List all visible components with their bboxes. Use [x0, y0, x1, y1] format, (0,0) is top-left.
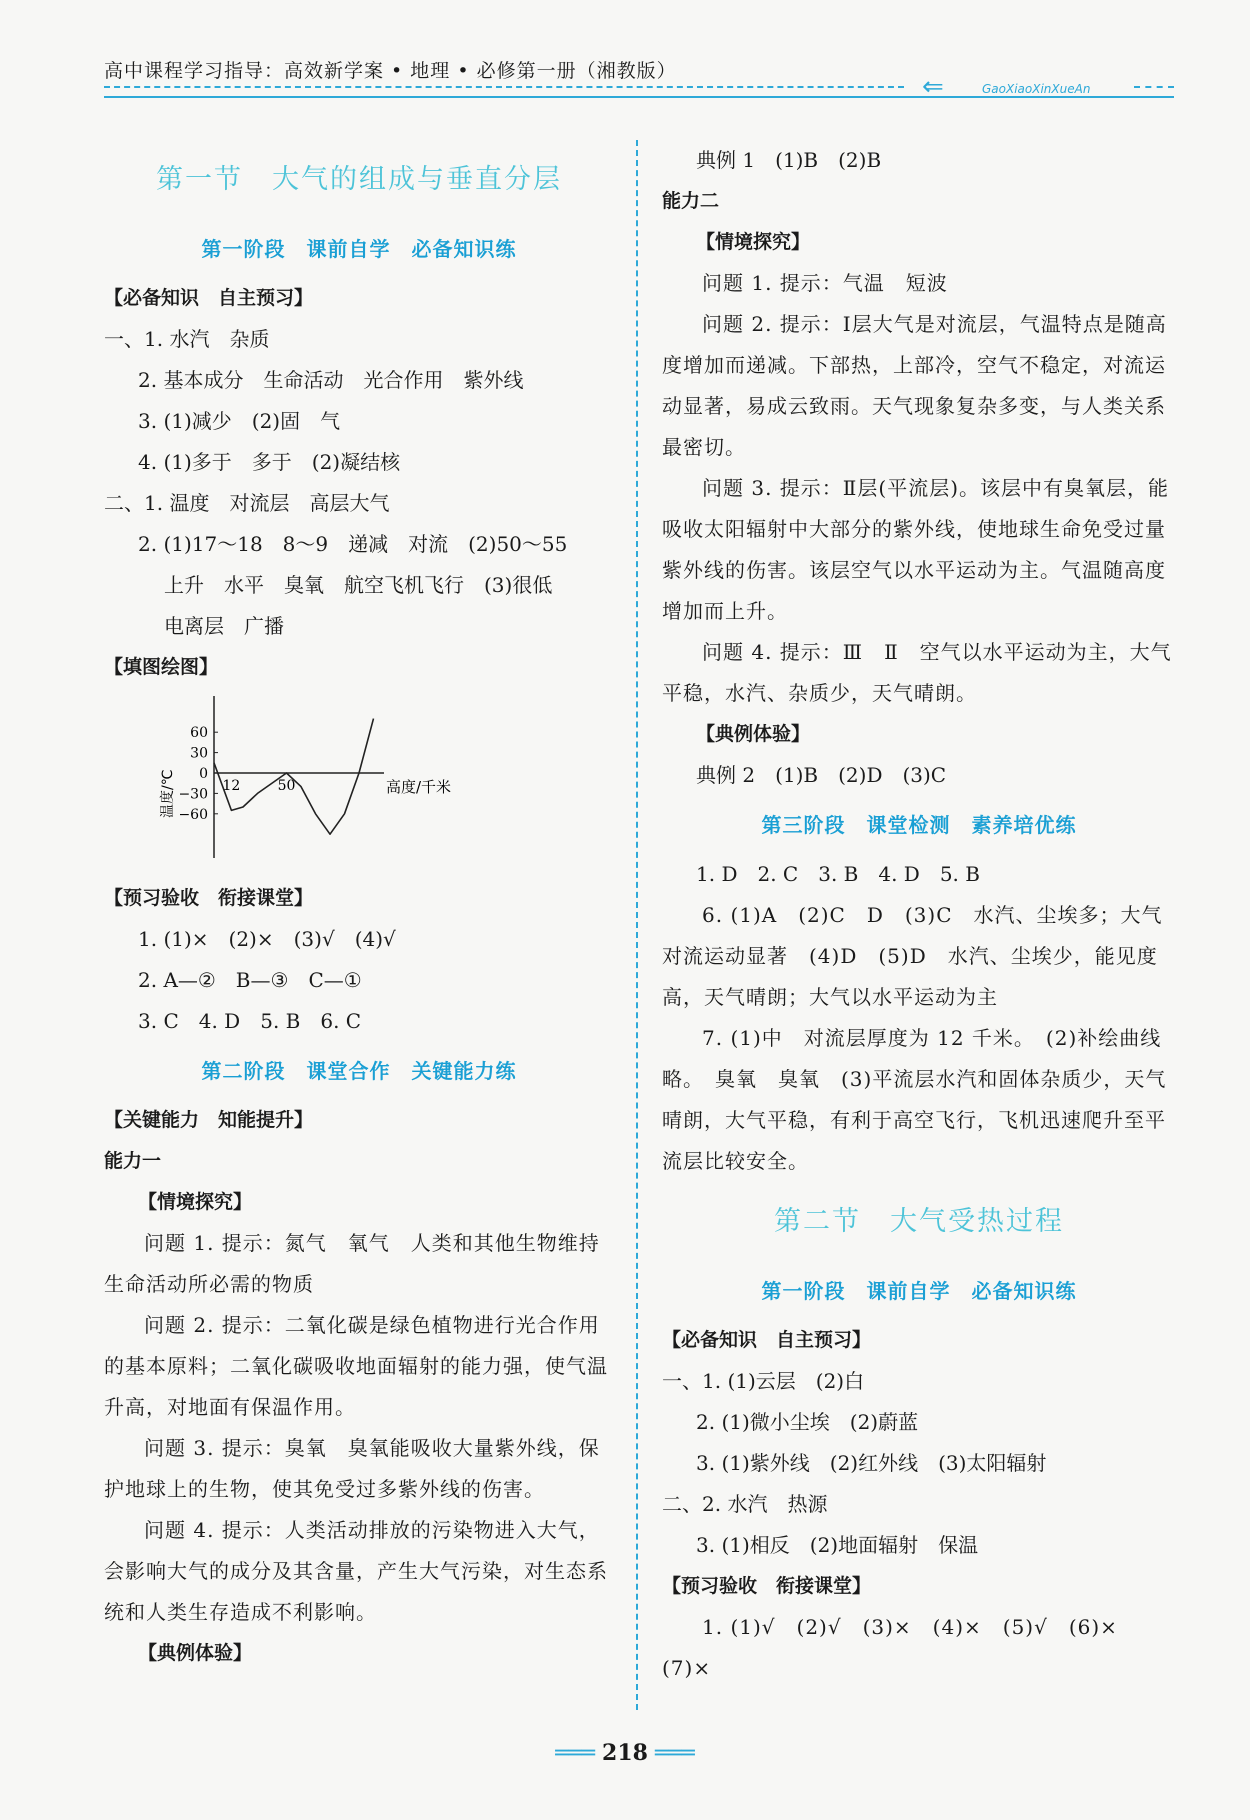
- stage-heading: 第三阶段 课堂检测 素养培优练: [761, 813, 1077, 837]
- ability-heading: 能力二: [662, 190, 720, 212]
- y-axis-label: 温度/℃: [160, 769, 176, 818]
- y-tick-label: 60: [190, 725, 208, 742]
- header-rule: [104, 96, 1174, 98]
- ability-heading: 能力一: [104, 1150, 162, 1172]
- answer-line: 典例 2 (1)B (2)D (3)C: [696, 763, 947, 787]
- question-hint: 问题 3. 提示：臭氧 臭氧能吸收大量紫外线，保护地球上的生物，使其免受过多紫外线的伤害。: [104, 1436, 600, 1501]
- block-heading: 【预习验收 衔接课堂】: [662, 1575, 872, 1597]
- y-tick-label: 30: [190, 745, 208, 762]
- page-number: 218: [602, 1740, 648, 1766]
- block-heading: 【填图绘图】: [104, 656, 219, 678]
- x-tick-label: 12: [222, 778, 241, 794]
- answer-line: 二、1. 温度 对流层 高层大气: [104, 491, 390, 515]
- answer-paragraph: 6. (1)A (2)C D (3)C 水汽、尘埃多；大气对流运动显著 (4)D (5)D 水汽、尘埃少，能见度高，天气晴朗；大气以水平运动为主: [662, 903, 1163, 1009]
- answer-line: 3. (1)紫外线 (2)红外线 (3)太阳辐射: [696, 1451, 1047, 1475]
- answer-line: 3. C 4. D 5. B 6. C: [138, 1009, 362, 1033]
- answer-line: 二、2. 水汽 热源: [662, 1492, 828, 1516]
- block-heading: 【必备知识 自主预习】: [662, 1329, 872, 1351]
- header-brand: GaoXiaoXinXueAn: [982, 82, 1091, 96]
- block-heading: 【必备知识 自主预习】: [104, 287, 314, 309]
- stage-heading: 第二阶段 课堂合作 关键能力练: [201, 1059, 517, 1083]
- answer-line: 1. D 2. C 3. B 4. D 5. B: [696, 862, 980, 886]
- question-hint: 问题 1. 提示：氮气 氧气 人类和其他生物维持生命活动所必需的物质: [104, 1231, 600, 1296]
- answer-line: 2. (1)微小尘埃 (2)蔚蓝: [696, 1410, 919, 1434]
- question-hint: 问题 4. 提示：人类活动排放的污染物进入大气，会影响大气的成分及其含量，产生大气污染，对生态系统和人类生存造成不利影响。: [104, 1518, 608, 1624]
- page-footer: ═══ 218 ═══: [555, 1740, 695, 1766]
- stage-heading: 第一阶段 课前自学 必备知识练: [201, 237, 517, 261]
- section-title: 第一节 大气的组成与垂直分层: [156, 164, 562, 195]
- section-title: 第二节 大气受热过程: [774, 1206, 1064, 1237]
- temperature-curve: [214, 719, 374, 835]
- answer-line: 3. (1)减少 (2)固 气: [138, 409, 341, 433]
- block-heading: 【情境探究】: [696, 231, 811, 253]
- x-tick-label: 50: [277, 778, 296, 794]
- arrow-left-icon: ⇐: [922, 72, 944, 102]
- y-tick-label: −30: [178, 786, 208, 803]
- answer-line: 4. (1)多于 多于 (2)凝结核: [138, 450, 401, 474]
- answer-line: 1. (1)× (2)× (3)√ (4)√: [138, 927, 396, 951]
- left-column: [104, 140, 614, 1674]
- question-hint: 问题 1. 提示：气温 短波: [702, 271, 948, 295]
- question-hint: 问题 3. 提示：Ⅱ层(平流层)。该层中有臭氧层，能吸收太阳辐射中大部分的紫外线，使地球生命免受过量紫外线的伤害。该层空气以水平运动为主。气温随高度增加而上升。: [662, 476, 1169, 623]
- answer-line: 典例 1 (1)B (2)B: [696, 148, 882, 172]
- question-hint: 问题 2. 提示：Ⅰ层大气是对流层，气温特点是随高度增加而递减。下部热，上部冷，空气不稳定，对流运动显著，易成云致雨。天气现象复杂多变，与人类关系最密切。: [662, 312, 1167, 459]
- header-dashed-rule-end: [1134, 86, 1174, 88]
- answer-line: 电离层 广播: [164, 614, 284, 638]
- header-title: 高中课程学习指导：高效新学案 • 地理 • 必修第一册（湘教版）: [104, 60, 677, 82]
- right-column: [662, 140, 1176, 1689]
- question-hint: 问题 4. 提示：Ⅲ Ⅱ 空气以水平运动为主，大气平稳，水汽、杂质少，天气晴朗。: [662, 640, 1172, 705]
- block-heading: 【关键能力 知能提升】: [104, 1109, 314, 1131]
- block-heading: 【典例体验】: [138, 1642, 253, 1664]
- answer-line: 一、1. 水汽 杂质: [104, 327, 270, 351]
- y-tick-label: 0: [199, 766, 208, 782]
- block-heading: 【情境探究】: [138, 1191, 253, 1213]
- question-hint: 问题 2. 提示：二氧化碳是绿色植物进行光合作用的基本原料；二氧化碳吸收地面辐射的能力强，使气温升高，对地面有保温作用。: [104, 1313, 608, 1419]
- answer-line: 2. (1)17～18 8～9 递减 对流 (2)50～55: [138, 532, 568, 556]
- answer-paragraph: 1. (1)√ (2)√ (3)× (4)× (5)√ (6)× (7)×: [662, 1615, 1139, 1680]
- answer-paragraph: 7. (1)中 对流层厚度为 12 千米。 (2)补绘曲线略。 臭氧 臭氧 (3)平流层水汽和固体杂质少，天气晴朗，大气平稳，有利于高空飞行，飞机迅速爬升至平流层比较安全。: [662, 1026, 1167, 1173]
- x-axis-label: 高度/千米: [386, 778, 452, 796]
- answer-line: 2. 基本成分 生命活动 光合作用 紫外线: [138, 368, 524, 392]
- block-heading: 【典例体验】: [696, 723, 811, 745]
- column-divider: [636, 140, 638, 1710]
- answer-line: 3. (1)相反 (2)地面辐射 保温: [696, 1533, 979, 1557]
- chart-svg: [104, 688, 452, 878]
- running-header: [104, 56, 1174, 106]
- y-tick-label: −60: [178, 806, 208, 823]
- block-heading: 【预习验收 衔接课堂】: [104, 887, 314, 909]
- temperature-chart: [104, 688, 614, 878]
- answer-line: 上升 水平 臭氧 航空飞机飞行 (3)很低: [164, 573, 553, 597]
- stage-heading: 第一阶段 课前自学 必备知识练: [761, 1279, 1077, 1303]
- answer-line: 一、1. (1)云层 (2)白: [662, 1369, 865, 1393]
- header-dashed-rule: [104, 86, 904, 88]
- answer-line: 2. A—② B—③ C—①: [138, 968, 362, 992]
